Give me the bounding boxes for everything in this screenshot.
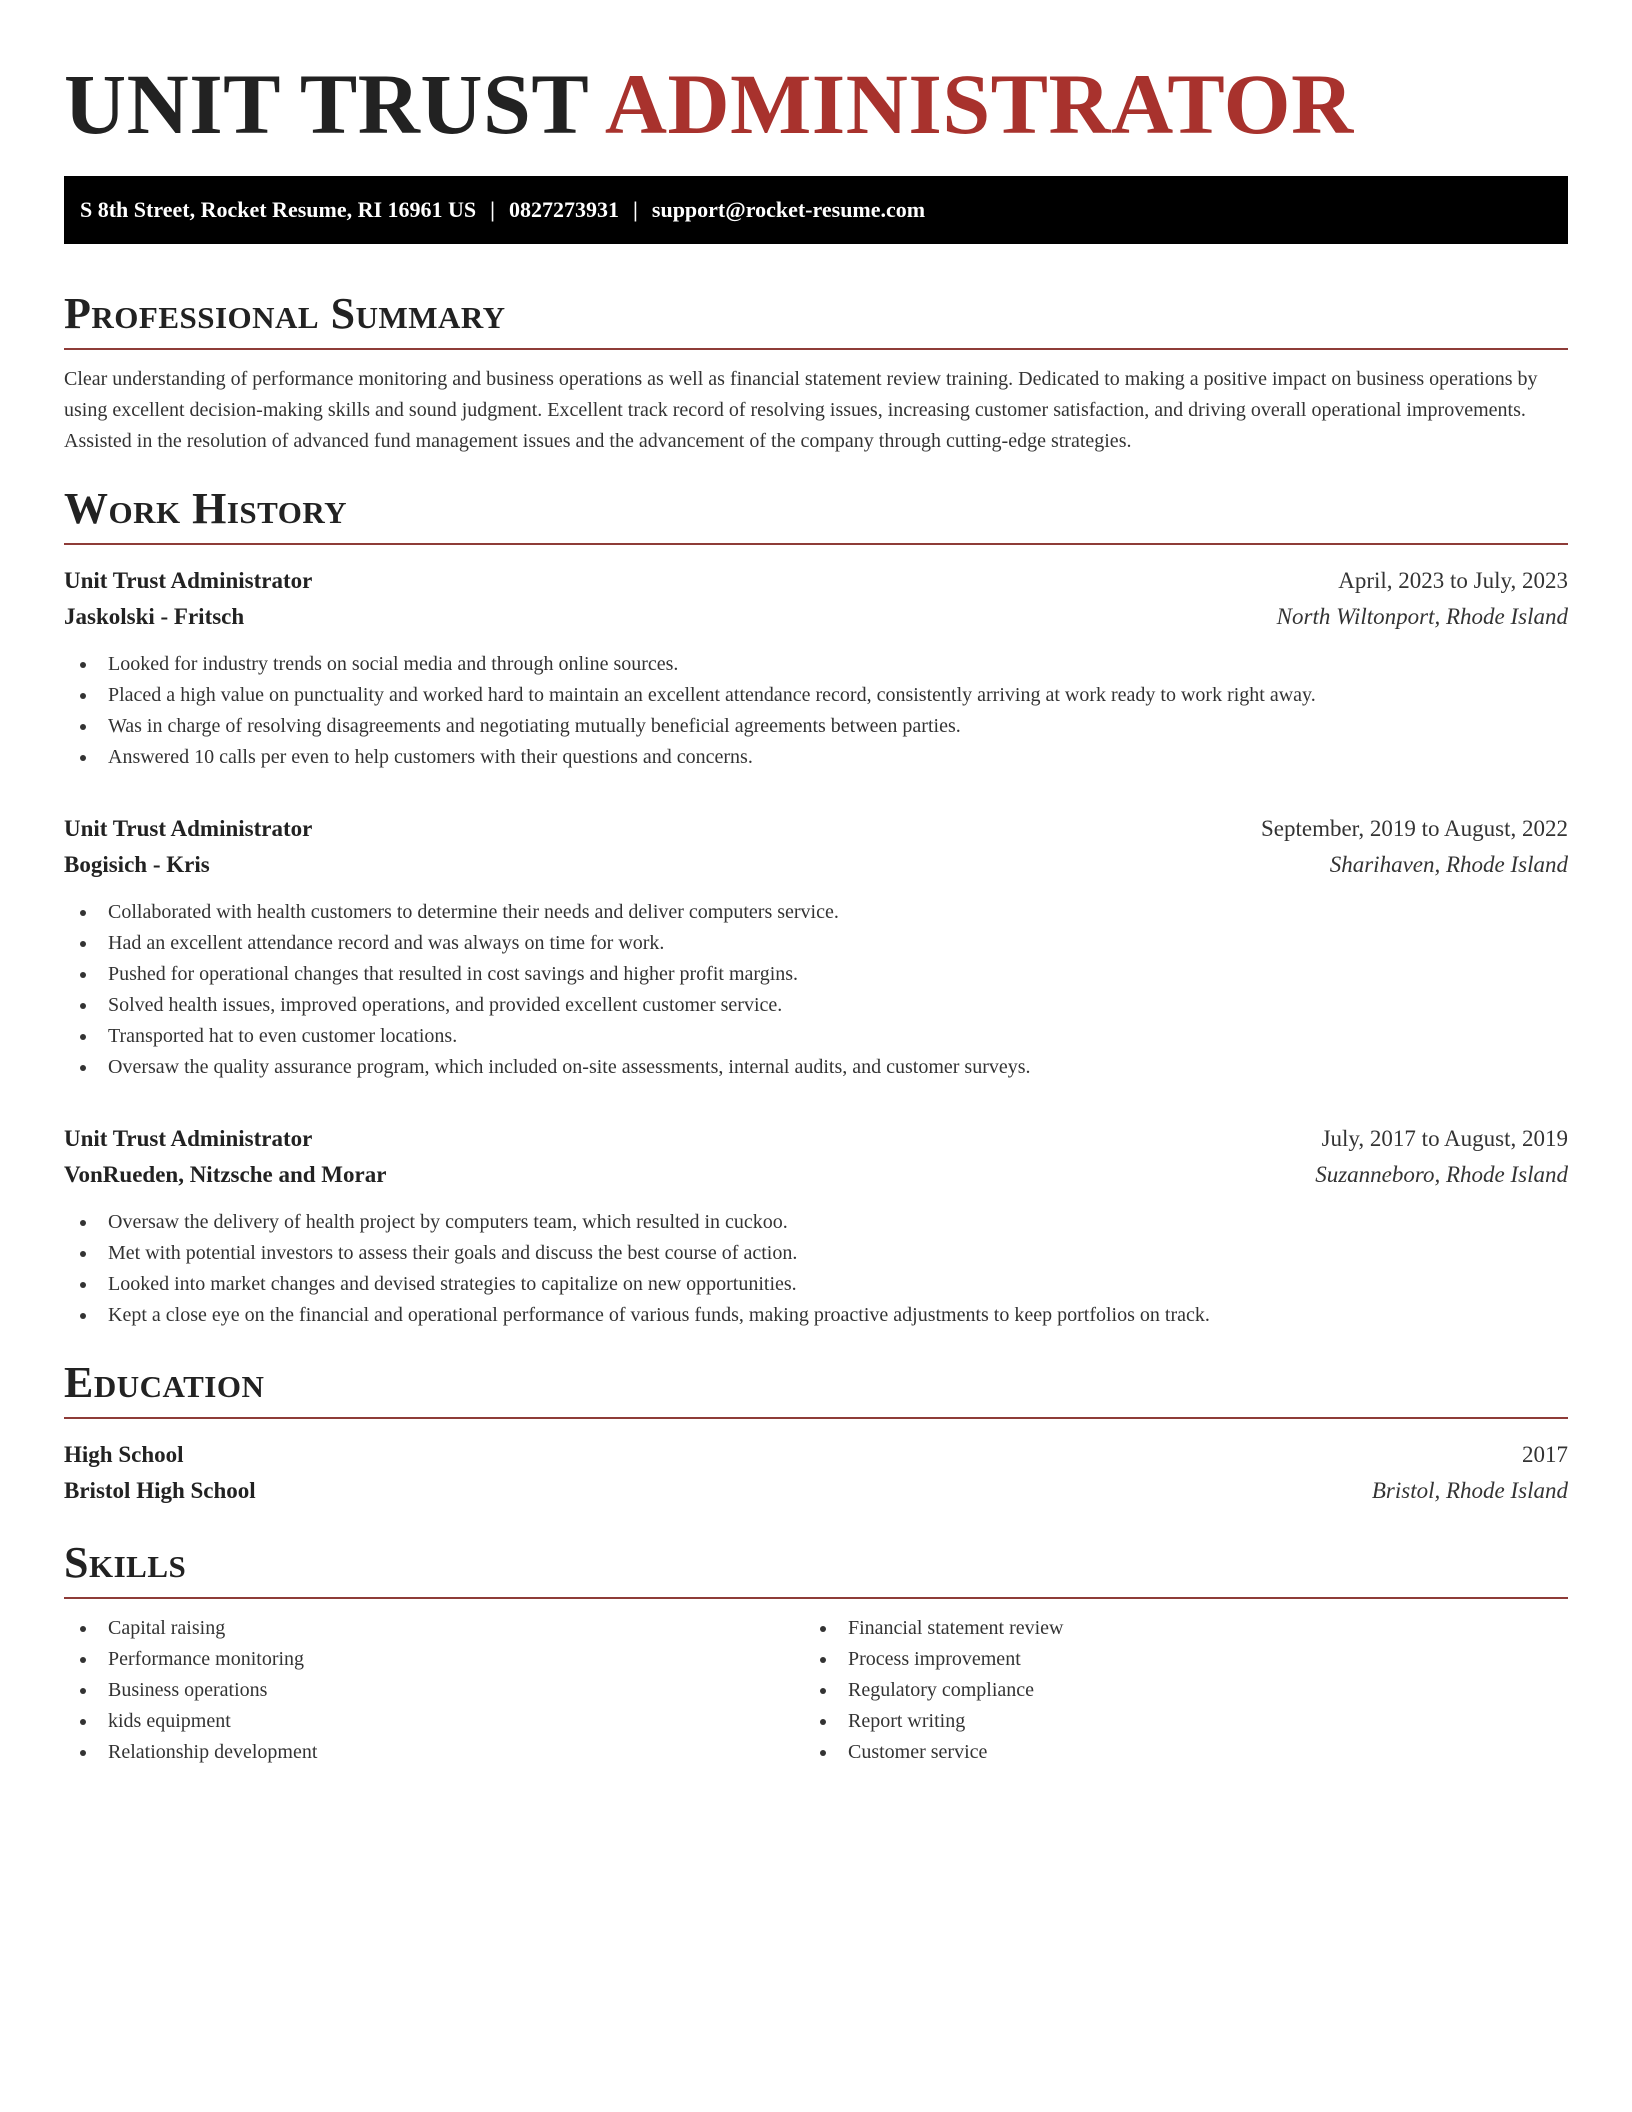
work-history-heading: Work History	[64, 481, 1568, 545]
job-bullet: Collaborated with health customers to determine their needs and deliver computers service.	[80, 897, 1568, 928]
contact-phone: 0827273931	[509, 197, 620, 222]
skills-heading: Skills	[64, 1535, 1568, 1599]
skill-item: Financial statement review	[820, 1613, 1544, 1644]
job-bullets	[64, 1207, 1568, 1331]
contact-separator: |	[633, 197, 638, 222]
education-entry	[64, 1437, 1568, 1509]
education-degree: High School	[64, 1442, 184, 1467]
job-title: Unit Trust Administrator	[64, 568, 313, 593]
skill-item: kids equipment	[80, 1706, 804, 1737]
skill-item: Process improvement	[820, 1644, 1544, 1675]
job-title: Unit Trust Administrator	[64, 816, 313, 841]
education-location: Bristol, Rhode Island	[1371, 1478, 1568, 1503]
skill-item: Business operations	[80, 1675, 804, 1706]
skill-item: Report writing	[820, 1706, 1544, 1737]
job-bullet: Was in charge of resolving disagreements and negotiating mutually beneficial agreements between parties.	[80, 711, 1568, 742]
job-bullet: Solved health issues, improved operations, and provided excellent customer service.	[80, 990, 1568, 1021]
job-bullets	[64, 649, 1568, 773]
education-heading: Education	[64, 1355, 1568, 1419]
job-bullet: Pushed for operational changes that resulted in cost savings and higher profit margins.	[80, 959, 1568, 990]
job-bullets	[64, 897, 1568, 1083]
job-bullet: Placed a high value on punctuality and worked hard to maintain an excellent attendance record, consistently arriving at work ready to work right away.	[80, 680, 1568, 711]
job-location: North Wiltonport, Rhode Island	[1276, 604, 1568, 629]
title-part-1: UNIT TRUST	[64, 56, 588, 152]
skill-item: Regulatory compliance	[820, 1675, 1544, 1706]
job-bullet: Transported hat to even customer locations.	[80, 1021, 1568, 1052]
contact-separator: |	[490, 197, 496, 222]
job-entry	[64, 563, 1568, 773]
skill-item: Customer service	[820, 1737, 1544, 1768]
skills-column-right	[804, 1613, 1544, 1768]
skill-item: Relationship development	[80, 1737, 804, 1768]
job-bullet: Had an excellent attendance record and was always on time for work.	[80, 928, 1568, 959]
job-bullet: Oversaw the delivery of health project by computers team, which resulted in cuckoo.	[80, 1207, 1568, 1238]
job-company: Bogisich - Kris	[64, 852, 210, 877]
skill-item: Performance monitoring	[80, 1644, 804, 1675]
job-company: Jaskolski - Fritsch	[64, 604, 245, 629]
contact-bar	[64, 176, 1568, 244]
contact-email: support@rocket-resume.com	[651, 197, 926, 222]
summary-heading: Professional Summary	[64, 286, 1568, 350]
job-dates: April, 2023 to July, 2023	[1338, 568, 1568, 593]
job-bullet: Looked into market changes and devised strategies to capitalize on new opportunities.	[80, 1269, 1568, 1300]
job-bullet: Met with potential investors to assess their goals and discuss the best course of action.	[80, 1238, 1568, 1269]
job-dates: September, 2019 to August, 2022	[1260, 816, 1568, 841]
job-company: VonRueden, Nitzsche and Morar	[64, 1162, 387, 1187]
job-bullet: Oversaw the quality assurance program, which included on-site assessments, internal audits, and customer surveys.	[80, 1052, 1568, 1083]
job-location: Suzanneboro, Rhode Island	[1315, 1162, 1568, 1187]
skill-item: Capital raising	[80, 1613, 804, 1644]
resume-page	[64, 0, 1568, 1768]
education-year: 2017	[1522, 1442, 1568, 1467]
summary-text: Clear understanding of performance monitoring and business operations as well as financial statement review training. Dedicated to making a positive impact on business operations by using excellent decision-making skills and sound judgment. Excellent track record of resolving issues, increasing customer satisfaction, and driving overall operational improvements. Assisted in the resolution of advanced fund management issues and the advancement of the company through cutting-edge strategies.	[64, 368, 1538, 452]
skills-column-left	[64, 1613, 804, 1768]
job-bullet: Answered 10 calls per even to help customers with their questions and concerns.	[80, 742, 1568, 773]
job-bullet: Kept a close eye on the financial and operational performance of various funds, making proactive adjustments to keep portfolios on track.	[80, 1300, 1568, 1331]
education-school: Bristol High School	[64, 1478, 256, 1503]
title-part-2: ADMINISTRATOR	[604, 56, 1354, 152]
contact-address: S 8th Street, Rocket Resume, RI 16961 US	[80, 197, 477, 222]
resume-title	[64, 56, 1568, 160]
job-dates: July, 2017 to August, 2019	[1321, 1126, 1568, 1151]
job-title: Unit Trust Administrator	[64, 1126, 313, 1151]
skills-grid	[64, 1613, 1568, 1768]
job-bullet: Looked for industry trends on social media and through online sources.	[80, 649, 1568, 680]
job-entry	[64, 811, 1568, 1083]
job-entry	[64, 1121, 1568, 1331]
job-location: Sharihaven, Rhode Island	[1329, 852, 1568, 877]
